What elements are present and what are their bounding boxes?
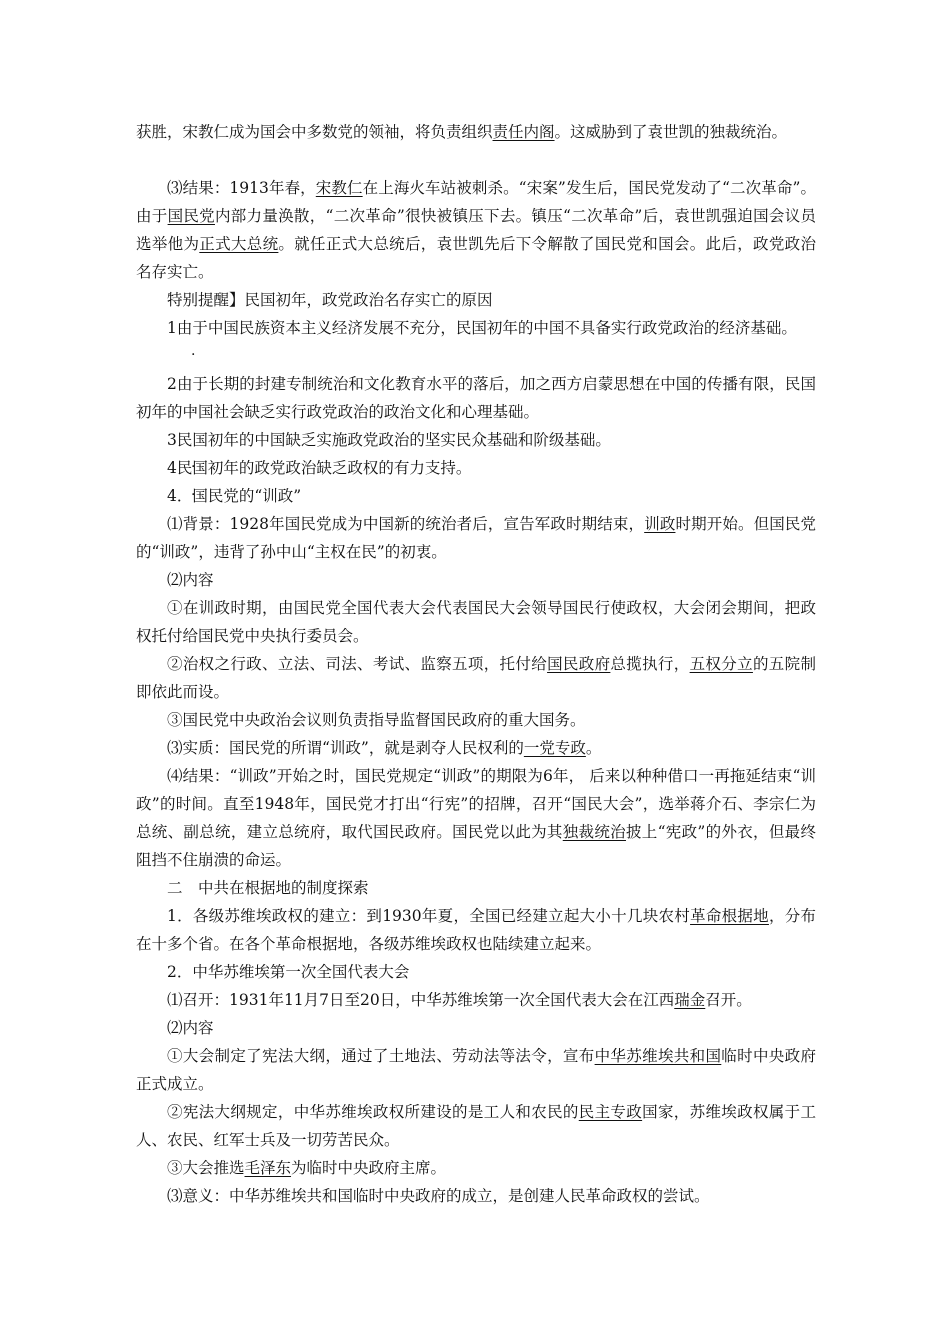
term-dictatorship: 独裁统治 (562, 823, 626, 841)
paragraph-p10: ⑵内容 (167, 571, 214, 589)
term-soviet-republic: 中华苏维埃共和国 (594, 1047, 722, 1065)
paragraph-p13: ③国民党中央政治会议则负责指导监督国民政府的重大国务。 (167, 711, 586, 729)
paragraph-p15: ⑷结果：“训政”开始之时，国民党规定“训政”的期限为6年， 后来以种种借口一再拖延结束“训政”的时间。直至1948年，国民党才打出“行宪”的招牌，召开“国民大会”，选举蒋介石、李宗仁为总统、副总统，建立总统府，取代国民政府。国民党以此为其独裁统治披上“宪政”的外衣，但最终阻挡不住崩溃的命运。 (136, 767, 816, 869)
paragraph-p7: 4民国初年的政党政治缺乏政权的有力支持。 (167, 459, 472, 477)
paragraph-p21: ①大会制定了宪法大纲，通过了土地法、劳动法等法令，宣布中华苏维埃共和国临时中央政府正式成立。 (136, 1047, 816, 1093)
term-democratic-dictatorship: 民主专政 (578, 1103, 643, 1121)
paragraph-p19: ⑴召开：1931年11月7日至20日，中华苏维埃第一次全国代表大会在江西瑞金召开。 (167, 991, 752, 1009)
paragraph-p22: ②宪法大纲规定，中华苏维埃政权所建设的是工人和农民的民主专政国家，苏维埃政权属于工人、农民、红军士兵及一切劳苦民众。 (136, 1103, 816, 1149)
paragraph-p20: ⑵内容 (167, 1019, 214, 1037)
paragraph-p4: 1由于中国民族资本主义经济发展不充分，民国初年的中国不具备实行政党政治的经济基础。 (167, 319, 797, 337)
paragraph-p14: ⑶实质：国民党的所谓“训政”，就是剥夺人民权利的一党专政。 (167, 739, 602, 757)
term-formal-president: 正式大总统 (199, 235, 279, 253)
term-one-party: 一党专政 (523, 739, 586, 757)
paragraph-p11: ①在训政时期，由国民党全国代表大会代表国民大会领导国民行使政权，大会闭会期间，把政权托付给国民党中央执行委员会。 (136, 599, 816, 645)
term-song-jiaoren: 宋教仁 (315, 179, 363, 197)
heading-tutelage: 4．国民党的“训政” (167, 487, 302, 505)
term-responsible-cabinet: 责任内阁 (492, 123, 555, 141)
section-heading-2: 二 中共在根据地的制度探索 (167, 879, 369, 897)
paragraph-p17: 1．各级苏维埃政权的建立：到1930年夏，全国已经建立起大小十几块农村革命根据地，分布在十多个省。在各个革命根据地，各级苏维埃政权也陆续建立起来。 (136, 907, 816, 953)
term-xunzheng: 训政 (644, 515, 676, 533)
term-five-power: 五权分立 (689, 655, 753, 673)
paragraph-p9: ⑴背景：1928年国民党成为中国新的统治者后，宣告军政时期结束，训政时期开始。但国民党的“训政”，违背了孙中山“主权在民”的初衷。 (136, 515, 816, 561)
paragraph-p23: ③大会推选毛泽东为临时中央政府主席。 (167, 1159, 447, 1177)
paragraph-p24: ⑶意义：中华苏维埃共和国临时中央政府的成立，是创建人民革命政权的尝试。 (167, 1187, 710, 1205)
paragraph-p6: 3民国初年的中国缺乏实施政党政治的坚实民众基础和阶级基础。 (167, 431, 611, 449)
heading-soviet-congress: 2．中华苏维埃第一次全国代表大会 (167, 963, 410, 981)
paragraph-p1: 获胜，宋教仁成为国会中多数党的领袖，将负责组织责任内阁。这威胁到了袁世凯的独裁统治。 (136, 123, 788, 141)
term-mao-zedong: 毛泽东 (244, 1159, 292, 1177)
term-kmt: 国民党 (167, 207, 215, 225)
term-national-government: 国民政府 (547, 655, 611, 673)
term-base-area: 革命根据地 (690, 907, 769, 925)
paragraph-p3: 特别提醒】民国初年，政党政治名存实亡的原因 (167, 291, 493, 309)
paragraph-p5: 2由于长期的封建专制统治和文化教育水平的落后，加之西方启蒙思想在中国的传播有限，民国初年的中国社会缺乏实行政党政治的政治文化和心理基础。 (136, 375, 816, 421)
paragraph-p2: ⑶结果：1913年春，宋教仁在上海火车站被刺杀。“宋案”发生后，国民党发动了“二次革命”。由于国民党内部力量涣散，“二次革命”很快被镇压下去。镇压“二次革命”后，袁世凯强迫国会议员选举他为正式大总统。就任正式大总统后，袁世凯先后下令解散了国民党和国会。此后，政党政治名存实亡。 (136, 179, 816, 281)
term-ruijin: 瑞金 (674, 991, 706, 1009)
paragraph-p12: ②治权之行政、立法、司法、考试、监察五项，托付给国民政府总揽执行，五权分立的五院制即依此而设。 (136, 655, 816, 701)
